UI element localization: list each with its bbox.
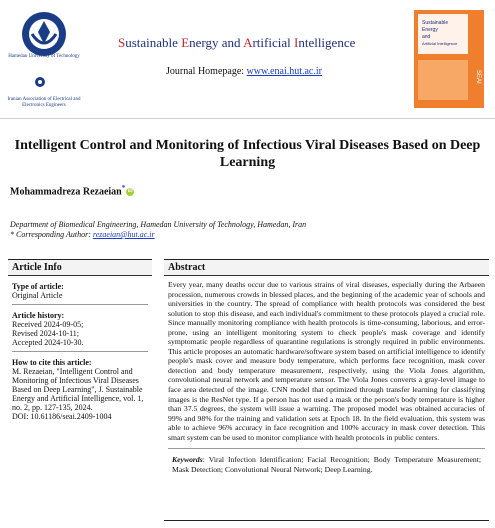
article-info-panel [8,259,152,524]
corresponding-mark: * [121,184,126,192]
corresponding-label: * Corresponding Author: [10,230,93,239]
abstract-heading: Abstract [164,260,489,276]
article-history-label: Article history: [12,311,65,320]
article-type-value: Original Article [12,291,63,300]
affiliation: Department of Biomedical Engineering, Hamedan University of Technology, Hamedan, Iran [10,220,307,229]
header-divider [0,118,495,119]
cover-side-label: SEAI [475,70,481,84]
journal-title-cap-4: I [293,35,299,50]
author-name: Mohammadreza Rezaeian [10,186,122,198]
university-name: Hamedan University of Technology [8,54,80,59]
article-info-heading: Article Info [8,260,152,276]
journal-title-cap-2: E [181,35,190,50]
journal-title-cap-1: S [118,35,126,50]
cover-line-4: Artificial Intelligence [422,41,458,46]
journal-cover [414,10,484,108]
journal-title-rest-1: ustainable [125,35,182,50]
homepage-label: Journal Homepage: [166,66,247,77]
journal-title-rest-4: ntelligence [298,35,356,50]
accepted-date: Accepted 2024-10-30. [12,338,84,347]
journal-homepage [166,66,322,77]
orcid-icon[interactable]: iD [127,189,133,195]
keywords [168,448,485,474]
doi: DOI: 10.61186/seai.2409-1004 [12,412,112,421]
corresponding-email-link[interactable]: rezaeian@hut.ac.ir [92,230,155,239]
author-line [10,184,134,197]
journal-title [118,35,355,51]
info-divider [12,304,148,305]
abstract-panel [164,259,489,524]
cover-line-3: and [422,34,431,40]
corresponding-author [10,230,155,239]
article-type-label: Type of article: [12,282,64,291]
info-divider [12,351,148,352]
cover-line-1: Sustainable [422,20,449,26]
keywords-label: Keywords [172,455,203,465]
keywords-list: : Viral Infection Identification; Facial Recognition; Body Temperature Measurement; Mask Detection; Convolutional Neural Network; Deep Learning. [172,455,481,474]
cover-line-2: Energy [422,27,438,33]
citation-text: M. Rezaeian, "Intelligent Control and Monitoring of Infectious Viral Diseases Based on Deep Learning", J. Sustainable Energy and Artificial Intelligence, vol. 1, no. 2, pp. 127-135, 2024. [12,367,144,412]
association-name: Iranian Association of Electrical and Electronics Engineers [7,97,81,108]
citation-block [8,358,152,421]
received-date: Received 2024-09-05; [12,320,84,329]
article-type [8,282,152,300]
abstract-text: Every year, many deaths occur due to various strains of viral diseases, especially during the Arbaeen procession, numerous crowds in blessed places, and the beginning of the academic year of schools and universities in the country. The spread of compliance with health protocols was considered the best solution to stop this disease, and each individual's commitment to these protocols played a crucial role. Since manually monitoring compliance with health protocols is time-consuming, laborious, and error-prone, using an intelligent monitoring system to check people's mask coverage and identify symptomatic people regardless of quarantine regulations is strongly required in public environments. This article proposes an automatic hardware/software system based on artificial intelligence to identify people's mask cover and measure body temperature, which performs face recognition, mask cover detection and body temperature measurement, respectively, using the Viola Jones algorithm, convolutional neural network and temperature sensor. The Viola Jones converts a gray-level image to face area detected of the image. CNN model that optimized through transfer learning for classifying images is the ResNet type. If a person has not used a mask or the person's body temperature is higher than 37.5 degrees, the system will issue a warning. The proposed model was obtained accuracies of 99% and 98% for the training and validation sets at Epoch 18. In the field evaluation, this system was able to achieve 96% accuracy in face recognition and 100% accuracy in mask cover detection. This smart system can be used to monitor compliance with health protocols in public centers. [168,280,485,442]
paper-title: Intelligent Control and Monitoring of Infectious Viral Diseases Based on Deep Learning [14,138,481,170]
article-history [8,311,152,347]
citation-label: How to cite this article: [12,358,92,367]
association-logo [34,76,46,88]
journal-title-rest-3: rtificial [252,35,294,50]
abstract-bottom-divider [164,520,489,521]
homepage-link[interactable]: www.enai.hut.ac.ir [246,66,322,77]
journal-title-rest-2: nergy and [189,35,244,50]
revised-date: Revised 2024-10-11; [12,329,80,338]
journal-title-cap-3: A [243,35,253,50]
